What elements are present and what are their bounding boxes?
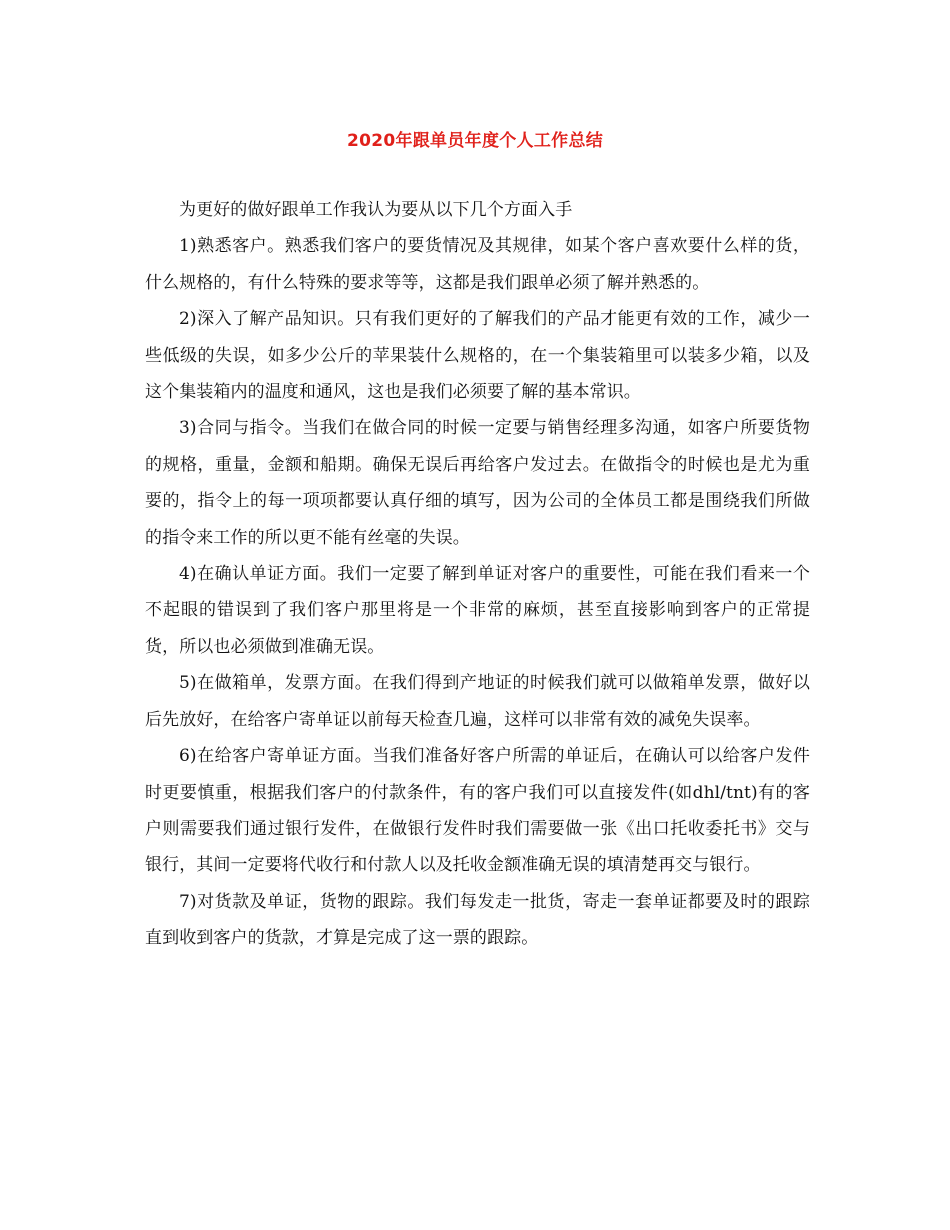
paragraph-item-3: 3)合同与指令。当我们在做合同的时候一定要与销售经理多沟通，如客户所要货物的规格，重量，金额和船期。确保无误后再给客户发过去。在做指令的时候也是尤为重要的，指令上的每一项项都要认真仔细的填写，因为公司的全体员工都是围绕我们所做的指令来工作的所以更不能有丝毫的失误。 bbox=[145, 418, 810, 548]
paragraph-item-1: 1)熟悉客户。熟悉我们客户的要货情况及其规律，如某个客户喜欢要什么样的货，什么规格的，有什么特殊的要求等等，这都是我们跟单必须了解并熟悉的。 bbox=[145, 236, 810, 293]
paragraph-item-4: 4)在确认单证方面。我们一定要了解到单证对客户的重要性，可能在我们看来一个不起眼的错误到了我们客户那里将是一个非常的麻烦，甚至直接影响到客户的正常提货，所以也必须做到准确无误。 bbox=[145, 564, 810, 657]
paragraph-item-5: 5)在做箱单，发票方面。在我们得到产地证的时候我们就可以做箱单发票，做好以后先放好，在给客户寄单证以前每天检查几遍，这样可以非常有效的减免失误率。 bbox=[145, 673, 810, 730]
paragraph-item-7: 7)对货款及单证，货物的跟踪。我们每发走一批货，寄走一套单证都要及时的跟踪直到收到客户的货款，才算是完成了这一票的跟踪。 bbox=[145, 891, 810, 949]
paragraph-intro: 为更好的做好跟单工作我认为要从以下几个方面入手 bbox=[179, 200, 573, 220]
document-body bbox=[145, 192, 810, 957]
paragraph-item-6: 6)在给客户寄单证方面。当我们准备好客户所需的单证后，在确认可以给客户发件时更要慎重，根据我们客户的付款条件，有的客户我们可以直接发件(如dhl/tnt)有的客户则需要我们通过银行发件，在做银行发件时我们需要做一张《出口托收委托书》交与银行，其间一定要将代收行和付款人以及托收金额准确无误的填清楚再交与银行。 bbox=[145, 746, 810, 876]
document-title: 2020年跟单员年度个人工作总结 bbox=[346, 131, 604, 151]
paragraph-item-2: 2)深入了解产品知识。只有我们更好的了解我们的产品才能更有效的工作，减少一些低级的失误，如多少公斤的苹果装什么规格的，在一个集装箱里可以装多少箱，以及这个集装箱内的温度和通风，这也是我们必须要了解的基本常识。 bbox=[145, 309, 810, 403]
